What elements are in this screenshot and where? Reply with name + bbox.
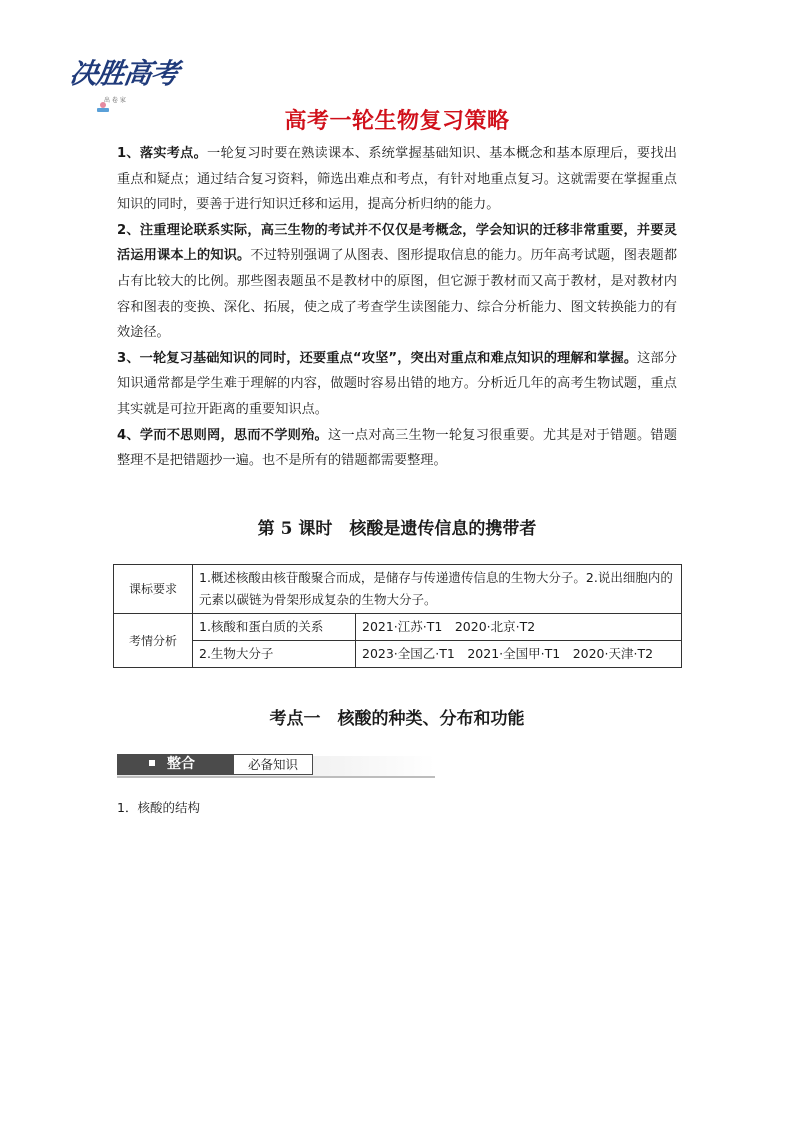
strategy-item [117, 218, 677, 346]
strategy-text: 不过特别强调了从图表、图形提取信息的能力。历年高考试题，图表题都占有比较大的比例。那些图表题虽不是教材中的原图，但它源于教材而又高于教材，是对教材内容和图表的变换、深化、拓展，使之成了考查学生读图能力、综合分析能力、图文转换能力的有效途径。 [117, 248, 678, 341]
strategy-item [117, 141, 677, 218]
strategy-lead: 2、注重理论联系实际，高三生物的考试并不仅仅是考概念，学会知识的迁移非常重要，并要灵活运用课本上的知识。 [117, 222, 677, 264]
row-head: 考情分析 [114, 614, 193, 668]
exam-topic: 2.生物大分子 [193, 641, 356, 668]
logo-text: 决胜高考 [67, 57, 181, 90]
section-bar [117, 754, 435, 778]
exam-years: 2021·江苏·T1 2020·北京·T2 [356, 614, 682, 641]
section-tag: 必备知识 [233, 754, 313, 775]
table-row [114, 641, 682, 668]
square-bullet-icon [149, 760, 155, 766]
strategy-item [117, 423, 677, 474]
strategy-lead: 4、学而不思则罔，思而不学则殆。 [117, 427, 328, 443]
section-label: 整合 [167, 756, 195, 772]
exam-topic: 1.核酸和蛋白质的关系 [193, 614, 356, 641]
exam-years: 2023·全国乙·T1 2021·全国甲·T1 2020·天津·T2 [356, 641, 682, 668]
lesson-title: 第 5 课时 核酸是遗传信息的携带者 [257, 519, 537, 539]
strategy-text: 这部分知识通常都是学生难于理解的内容，做题时容易出错的地方。分析近几年的高考生物试题，重点其实就是可拉开距离的重要知识点。 [117, 350, 678, 417]
requirements-table [113, 564, 682, 668]
kaodian-title: 考点一 核酸的种类、分布和功能 [269, 709, 525, 729]
curriculum-requirement: 1.概述核酸由核苷酸聚合而成，是储存与传递遗传信息的生物大分子。2.说出细胞内的元素以碳链为骨架形成复杂的生物大分子。 [193, 565, 682, 614]
sub-heading: 1．核酸的结构 [117, 800, 200, 815]
section-underline [117, 776, 435, 778]
strategy-text: 这一点对高三生物一轮复习很重要。尤其是对于错题。错题整理不是把错题抄一遍。也不是所有的错题都需要整理。 [117, 427, 677, 469]
strategy-section [117, 141, 677, 474]
strategy-item [117, 346, 677, 423]
strategy-lead: 3、一轮复习基础知识的同时，还要重点“攻坚”，突出对重点和难点知识的理解和掌握。 [117, 350, 638, 366]
main-title: 高考一轮生物复习策略 [284, 109, 510, 134]
table-row [114, 614, 682, 641]
logo-subtext: 出 卷 家 [104, 97, 126, 104]
table-row [114, 565, 682, 614]
section-label-box [117, 754, 233, 775]
row-head: 课标要求 [114, 565, 193, 614]
strategy-lead: 1、落实考点。 [117, 146, 208, 161]
strategy-text: 一轮复习时要在熟读课本、系统掌握基础知识、基本概念和基本原理后，要找出重点和疑点；通过结合复习资料，筛选出难点和考点，有针对地重点复习。这就需要在掌握重点知识的同时，要善于进行知识迁移和运用，提高分析归纳的能力。 [117, 146, 677, 213]
